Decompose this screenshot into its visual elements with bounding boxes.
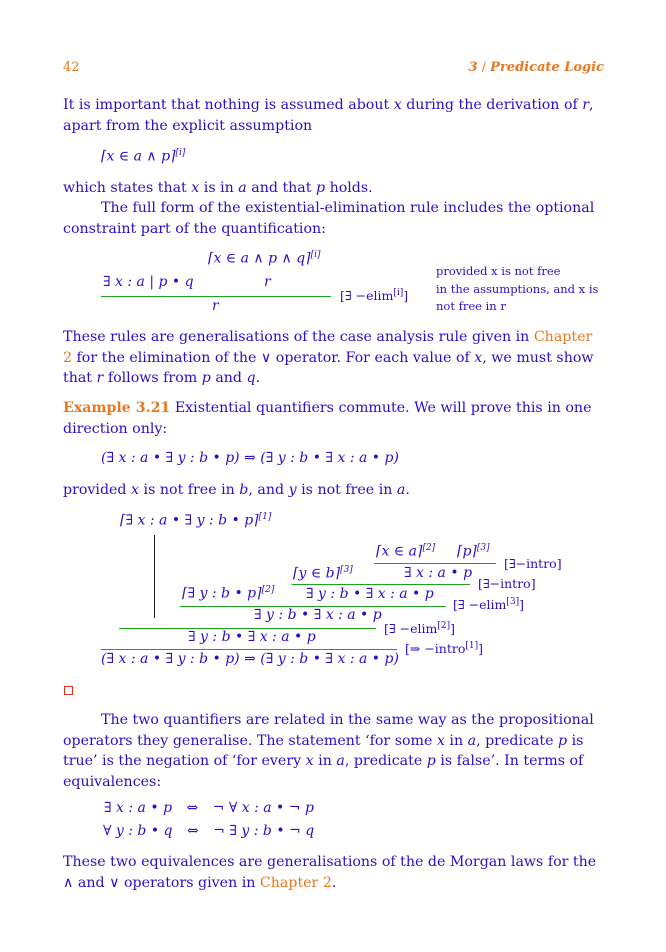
var-p: p — [426, 753, 436, 769]
para1-text: during the derivation of — [401, 97, 583, 113]
example-3-21 — [63, 398, 604, 439]
var-x: x — [474, 349, 483, 366]
proof-assumption-label: [2] — [422, 543, 436, 553]
proof-line-2 — [292, 584, 470, 585]
proof-assumption-p — [457, 543, 490, 560]
proof-assumption-text: ⌈p⌉ — [457, 543, 477, 560]
var-p: p — [315, 180, 326, 196]
para4-text: follows from — [103, 370, 202, 386]
qed-box-icon — [64, 686, 73, 695]
side-condition-line: not free in r — [436, 299, 506, 313]
equivalence-2 — [103, 823, 314, 839]
chapter-number: 3 — [468, 60, 478, 75]
proof-line-4-result: ∃ y : b • ∃ x : a • p — [188, 629, 316, 645]
proof-line-2-label: [∃−intro] — [478, 576, 536, 591]
rule1-conclusion: r — [212, 298, 219, 314]
para5-text: in — [313, 753, 337, 769]
var-b: b — [239, 482, 249, 498]
proof-assumption-text: ⌈∃ y : b • p⌉ — [182, 585, 262, 602]
proof-assumption-1 — [120, 512, 271, 529]
var-r: r — [582, 97, 590, 113]
proof-vertical-line — [154, 535, 155, 618]
rule1-side-condition — [436, 263, 598, 316]
equivalence-op: ⇔ — [186, 800, 199, 816]
proof-line-1-label: [∃−intro] — [504, 556, 562, 571]
equivalence-1 — [104, 800, 314, 816]
proof-label-close: ] — [478, 641, 484, 657]
running-header — [468, 60, 604, 75]
rule1-assumption-label: [i] — [310, 250, 321, 260]
example-label: Example 3.21 — [63, 400, 171, 416]
proof-label-close: ] — [519, 597, 524, 613]
proof-line-5-label — [405, 641, 483, 656]
proof-assumption-label: [2] — [261, 585, 275, 595]
equivalence-rhs: ¬ ∃ y : b • ¬ q — [213, 823, 315, 839]
equivalence-rhs: ¬ ∀ x : a • ¬ p — [212, 800, 314, 816]
proof-assumption-x-in-a — [376, 543, 435, 560]
para4-text: , we must show that — [63, 349, 594, 386]
proof-assumption-text: ⌈∃ x : a • ∃ y : b • p⌉ — [120, 512, 259, 529]
rule1-inference-line — [101, 296, 331, 297]
var-x: x — [131, 482, 140, 498]
paragraph-6 — [63, 852, 604, 893]
proof-line-1 — [374, 563, 496, 564]
proof-assumption-text: ⌈x ∈ a⌉ — [376, 543, 423, 560]
var-x: x — [393, 97, 402, 113]
proof-label-close: ] — [450, 621, 455, 637]
proof-assumption-label: [3] — [476, 543, 490, 553]
paragraph-1 — [63, 95, 604, 136]
proof-label-sup: [1] — [465, 641, 479, 651]
para5-text: is true’ is the negation of ‘for every — [63, 732, 584, 769]
paragraph-5 — [63, 710, 604, 792]
proof-label-sup: [3] — [506, 597, 520, 607]
var-a: a — [238, 180, 247, 196]
para2-text: which states that — [63, 180, 192, 196]
proviso-text: is not free in — [139, 482, 240, 498]
rule1-label-text: [∃ −elim — [340, 288, 394, 304]
rule1-label-close: ] — [403, 288, 409, 304]
para2-text: is in — [199, 180, 239, 196]
var-a: a — [336, 753, 345, 769]
proof-line-3-label — [453, 597, 524, 612]
proof-line-4-label — [384, 621, 455, 636]
para6-text: These two equivalences are generalisations of the de Morgan laws for the ∧ and ∨ operators given in — [63, 854, 597, 891]
proviso-text: , and — [248, 482, 289, 498]
equivalence-op: ⇔ — [186, 823, 199, 839]
para5-text: , predicate — [476, 732, 558, 749]
para5-text: , predicate — [344, 753, 427, 769]
header-separator: / — [481, 60, 487, 75]
example-proviso — [63, 480, 604, 501]
proof-conclusion: (∃ x : a • ∃ y : b • p) ⇒ (∃ y : b • ∃ x : a • p) — [101, 651, 399, 667]
para5-text: in — [444, 732, 468, 749]
chapter-2-link[interactable]: Chapter 2 — [259, 874, 332, 891]
proof-line-2-result: ∃ y : b • ∃ x : a • p — [306, 586, 434, 602]
assumption-label: [i] — [175, 148, 186, 158]
para2-text: holds. — [325, 180, 373, 196]
rule1-top-assumption — [208, 250, 321, 267]
proof-label-sup: [2] — [437, 621, 451, 631]
assumption-text: ⌈x ∈ a ∧ p⌉ — [101, 148, 176, 165]
para4-text: These rules are generalisations of the case analysis rule given in — [63, 329, 534, 345]
proof-line-1-result: ∃ x : a • p — [404, 565, 473, 581]
proof-assumption-label: [3] — [340, 565, 353, 575]
paragraph-2 — [63, 178, 604, 199]
para5-text: is false’. In terms of equivalences: — [63, 753, 584, 790]
para6-text: . — [331, 874, 337, 891]
proof-assumption-text: ⌈y ∈ b⌉ — [293, 565, 341, 582]
var-p: p — [201, 370, 211, 386]
example-formula: (∃ x : a • ∃ y : b • p) ⇒ (∃ y : b • ∃ x : a • p) — [101, 450, 399, 466]
var-y: y — [288, 482, 297, 498]
paragraph-4 — [63, 327, 604, 389]
var-r: r — [96, 370, 104, 386]
proof-label-text: [∃ −elim — [384, 621, 438, 637]
var-x: x — [436, 732, 445, 749]
proof-line-3-result: ∃ y : b • ∃ x : a • p — [254, 607, 382, 623]
para1-text: , apart from the explicit assumption — [63, 97, 594, 134]
proviso-text: provided — [63, 482, 132, 498]
chapter-2-link[interactable]: Chapter 2 — [63, 329, 593, 366]
rule1-premise-left: ∃ x : a | p • q — [103, 274, 194, 290]
para5-text: The two quantifiers are related in the same way as the propositional operators they generalise. The statement ‘for some — [63, 712, 594, 749]
rule1-label-sup: [i] — [393, 288, 404, 298]
paragraph-3: The full form of the existential-elimination rule includes the optional constraint part of the quantification: — [63, 200, 595, 237]
para4-text: and — [210, 370, 247, 386]
var-a: a — [467, 732, 477, 749]
para4-text: for the elimination of the ∨ operator. For each value of — [72, 349, 475, 366]
proof-assumption-label: [1] — [258, 512, 272, 522]
para1-text: It is important that nothing is assumed about — [63, 97, 394, 113]
rule1-assumption-text: ⌈x ∈ a ∧ p ∧ q⌉ — [208, 250, 311, 267]
proof-line-5 — [101, 649, 397, 650]
proof-assumption-y-in-b — [293, 565, 353, 582]
proviso-text: is not free in — [296, 482, 397, 498]
chapter-title: Predicate Logic — [490, 60, 604, 75]
side-condition-line: provided x is not free — [436, 264, 561, 278]
proof-label-text: [⇒ −intro — [405, 641, 466, 657]
proof-label-text: [∃ −elim — [453, 597, 507, 613]
var-x: x — [191, 180, 200, 196]
para2-text: and that — [246, 180, 316, 196]
page-number: 42 — [63, 60, 80, 75]
para4-text: . — [255, 370, 261, 386]
equivalence-lhs: ∃ x : a • p — [104, 800, 173, 816]
proviso-text: . — [405, 482, 410, 498]
side-condition-line: in the assumptions, and x is — [436, 281, 599, 296]
rule1-label — [340, 288, 408, 303]
var-q: q — [246, 370, 256, 386]
rule1-premise-right: r — [264, 274, 271, 290]
example-text: Existential quantifiers commute. We will prove this in one direction only: — [63, 400, 592, 437]
var-x: x — [305, 753, 314, 769]
var-p: p — [558, 732, 568, 749]
proof-assumption-exists-y — [182, 585, 274, 602]
equivalence-lhs: ∀ y : b • q — [103, 823, 173, 839]
assumption-formula — [101, 148, 185, 165]
var-a: a — [396, 482, 406, 498]
